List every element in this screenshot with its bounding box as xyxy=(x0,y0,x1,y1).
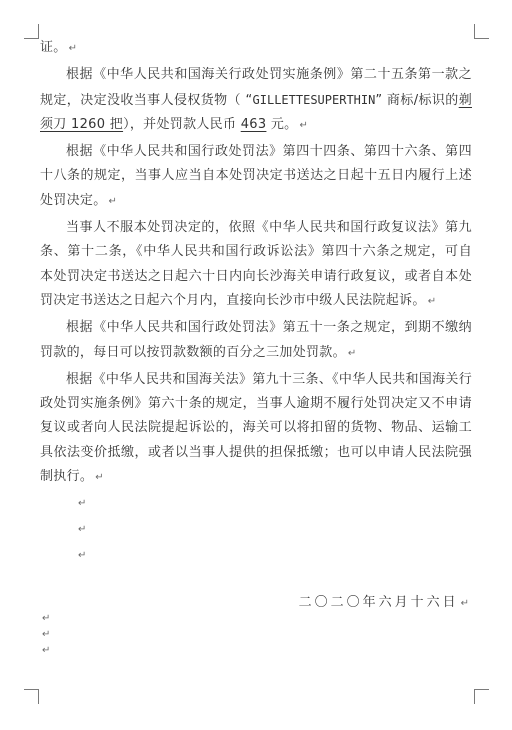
paragraph-mark-icon: ↵ xyxy=(42,629,51,640)
paragraph-late-payment[interactable]: 根据《中华人民共和国行政处罚法》第五十一条之规定，到期不缴纳罚款的，每日可以按罚款数额的百分之三加处罚款。 ↵ xyxy=(40,320,472,360)
paragraph-mark-icon: ↵ xyxy=(108,195,118,207)
goods-quantity: 剃须刀 1260 把 xyxy=(40,92,472,132)
paragraph-performance-deadline[interactable]: 根据《中华人民共和国行政处罚法》第四十四条、第四十六条、第四十八条的规定，当事人应当自本处罚决定书送达之日起十五日内履行上述处罚决定。 ↵ xyxy=(40,144,472,208)
paragraph-enforcement[interactable]: 根据《中华人民共和国海关法》第九十三条、《中华人民共和国海关行政处罚实施条例》第六十条的规定，当事人逾期不履行处罚决定又不申请复议或者向人民法院提起诉讼的，海关可以将扣留的货物、物品、运输工具依法变价抵缴，或者以当事人提供的担保抵缴；也可以申请人民法院强制执行。 ↵ xyxy=(40,371,472,485)
brand-name: GILLETTESUPERTHIN xyxy=(252,92,376,107)
paragraph-mark-icon: ↵ xyxy=(460,598,472,609)
paragraph-mark-icon: ↵ xyxy=(68,43,78,54)
fine-amount: 463 xyxy=(240,116,267,132)
paragraph-mark-icon: ↵ xyxy=(78,550,87,562)
paragraph-mark-icon: ↵ xyxy=(78,524,87,536)
paragraph-mark-icon: ↵ xyxy=(347,347,357,359)
paragraph-continuation[interactable]: 证。 ↵ xyxy=(40,40,78,55)
paragraph-mark-icon: ↵ xyxy=(78,498,87,510)
empty-paragraph[interactable] xyxy=(40,490,472,516)
paragraph-mark-icon: ↵ xyxy=(42,613,51,624)
crop-mark-bottom-left xyxy=(24,689,39,704)
crop-mark-top-right xyxy=(474,24,489,39)
document-body[interactable] xyxy=(40,36,472,568)
decision-date[interactable]: 二〇二〇年六月十六日 ↵ xyxy=(298,595,472,610)
empty-paragraph[interactable] xyxy=(40,642,50,658)
paragraph-appeal-rights[interactable]: 当事人不服本处罚决定的，依照《中华人民共和国行政复议法》第九条、第十二条，《中华人民共和国行政诉讼法》第四十六条之规定，可自本处罚决定书送达之日起六十日内向长沙海关申请行政复议，或者自本处罚决定书送达之日起六个月内，直接向长沙市中级人民法院起诉。 ↵ xyxy=(40,220,472,308)
empty-paragraph[interactable] xyxy=(40,626,50,642)
paragraph-mark-icon: ↵ xyxy=(95,472,104,484)
empty-paragraph[interactable] xyxy=(40,610,50,626)
crop-mark-bottom-right xyxy=(474,689,489,704)
empty-paragraph[interactable] xyxy=(40,542,472,568)
crop-mark-top-left xyxy=(24,24,39,39)
paragraph-penalty-decision[interactable]: 根据《中华人民共和国海关行政处罚实施条例》第二十五条第一款之规定，决定没收当事人侵权货物（ “GILLETTESUPERTHIN” 商标/标识的剃须刀 1260 把），并处罚款人民币 463 元。 ↵ xyxy=(40,67,472,132)
trailing-empty-paragraphs[interactable] xyxy=(40,610,50,658)
empty-paragraph[interactable] xyxy=(40,516,472,542)
paragraph-mark-icon: ↵ xyxy=(427,295,437,307)
paragraph-mark-icon: ↵ xyxy=(299,119,309,131)
paragraph-mark-icon: ↵ xyxy=(42,645,51,656)
